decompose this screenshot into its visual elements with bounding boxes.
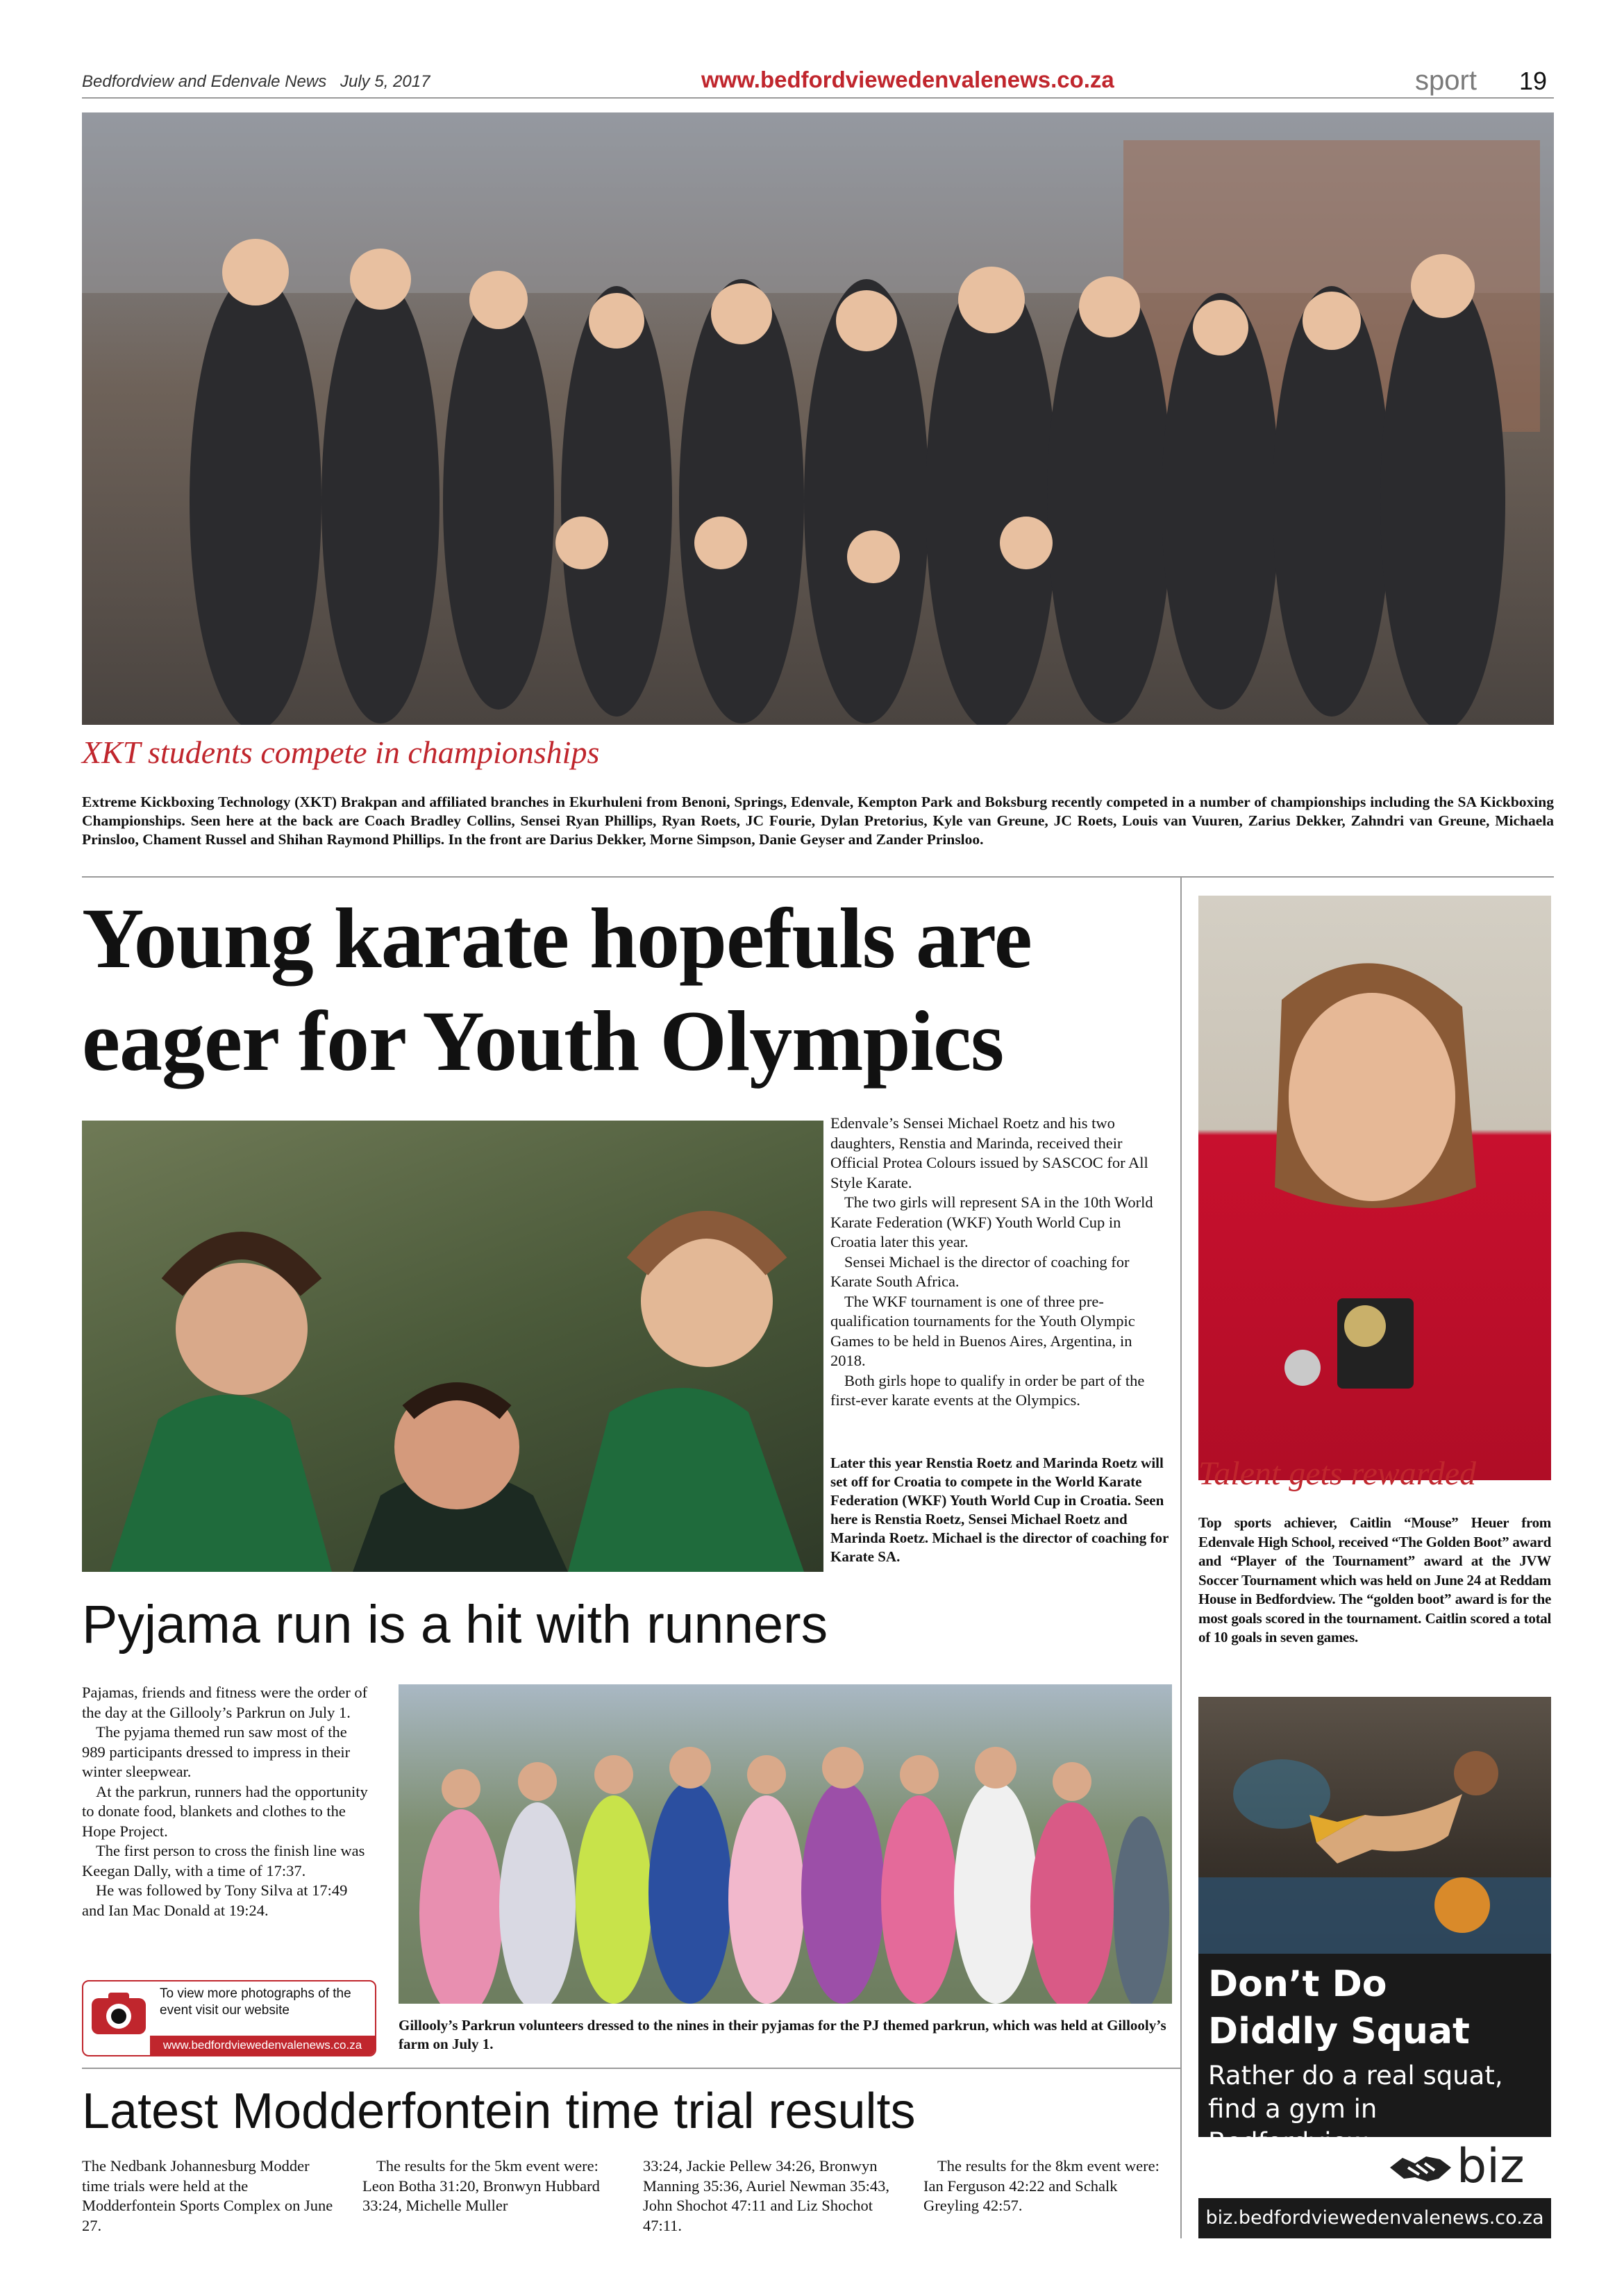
- lead-headline: XKT students compete in championships: [82, 735, 600, 770]
- modderfontein-col-3: 33:24, Jackie Pellew 34:26, Bronwyn Manning 35:36, Auriel Newman 35:43, John Shochot 47:11 and Liz Shochot 47:11.: [643, 2157, 889, 2234]
- section-rule-1: [82, 876, 1554, 878]
- website-promo-box[interactable]: [82, 1980, 376, 2056]
- talent-photo-icon: [1198, 896, 1551, 1480]
- advert-tagline-line1: Rather do a real squat,: [1208, 2061, 1503, 2090]
- talent-portrait-photo: [1198, 896, 1551, 1480]
- athlete-squat-icon: [1198, 1697, 1551, 1954]
- talent-headline: Talent gets rewarded: [1198, 1455, 1477, 1492]
- promo-url-bar[interactable]: [150, 2036, 375, 2055]
- gym-advert[interactable]: [1198, 1697, 1551, 2238]
- page-number: 19: [1519, 67, 1548, 95]
- lead-caption: Extreme Kickboxing Technology (XKT) Brakpan and affiliated branches in Ekurhuleni from Benoni, Springs, Edenvale, Kempton Park and Boksburg recently competed in a number of championships including the SA Kickboxing Championships. Seen here at the back are Coach Bradley Collins, Sensei Ryan Phillips, Ryan Roets, JC Fourie, Dylan Pretorius, Kyle van Greune, JC Roets, Louis van Vuuren, Zarius Dekker, Zahndri van Greune, Michaela Prinsloo, Chament Russel and Shihan Raymond Phillips. In the front are Darius Dekker, Morne Simpson, Danie Geyser and Zander Prinsloo.: [82, 794, 1554, 848]
- karate-family-photo: [82, 1121, 823, 1572]
- handshake-icon: [1387, 2147, 1454, 2188]
- advert-line1: Don’t Do: [1208, 1963, 1387, 2005]
- pyjama-headline: Pyjama run is a hit with runners: [82, 1595, 828, 1654]
- promo-url: www.bedfordviewedenvalenews.co.za: [162, 2038, 362, 2052]
- pyjama-group-photo: [399, 1684, 1172, 2004]
- karate-paragraph: Sensei Michael is the director of coaching for Karate South Africa.: [830, 1252, 1130, 1290]
- karate-paragraph: The WKF tournament is one of three pre-qualification tournaments for the Youth Olympic Games to be held in Buenos Aires, Argentina, in 2018.: [830, 1292, 1135, 1369]
- pyjama-body: [82, 1683, 374, 1920]
- masthead-rule: [82, 97, 1554, 99]
- modderfontein-col-4: The results for the 8km event were: Ian Ferguson 42:22 and Schalk Greyling 42:57.: [923, 2157, 1160, 2214]
- advert-brand: biz: [1457, 2139, 1525, 2194]
- pyjama-paragraph: The pyjama themed run saw most of the 989 participants dressed to impress in their winter sleepwear.: [82, 1723, 351, 1780]
- karate-headline-line1: Young karate hopefuls are: [82, 891, 1032, 986]
- section-label: sport: [1415, 65, 1477, 96]
- modderfontein-headline: Latest Modderfontein time trial results: [82, 2084, 916, 2139]
- pyjama-paragraph: Pajamas, friends and fitness were the order of the day at the Gillooly’s Parkrun on July 1.: [82, 1684, 368, 1721]
- issue-date: July 5, 2017: [340, 72, 430, 91]
- talent-caption: Top sports achiever, Caitlin “Mouse” Heuer from Edenvale High School, received “The Golden Boot” award and “Player of the Tournament” award at the JVW Soccer Tournament which was held on June 24 at Reddam House in Bedfordview. The “golden boot” award is for the most goals scored in the tournament. Caitlin scored a total of 10 goals in seven games.: [1198, 1514, 1551, 1645]
- camera-icon: [89, 1988, 149, 2037]
- pyjama-paragraph: He was followed by Tony Silva at 17:49 and Ian Mac Donald at 19:24.: [82, 1882, 348, 1919]
- group-photo-icon: [82, 112, 1554, 725]
- advert-headline: [1208, 1961, 1541, 2055]
- masthead: [82, 65, 1554, 97]
- karate-paragraph: Edenvale’s Sensei Michael Roetz and his two daughters, Renstia and Marinda, received their Official Protea Colours issued by SASCOC for All Style Karate.: [830, 1114, 1148, 1191]
- karate-headline: [82, 887, 1165, 1093]
- karate-body: [830, 1114, 1171, 1411]
- pyjama-photo-icon: [399, 1684, 1172, 2004]
- karate-headline-line2: eager for Youth Olympics: [82, 994, 1004, 1089]
- modderfontein-col-1: The Nedbank Johannesburg Modder time trials were held at the Modderfontein Sports Complex on June 27.: [82, 2157, 333, 2234]
- website-link[interactable]: www.bedfordviewedenvalenews.co.za: [701, 67, 1114, 92]
- promo-text: To view more photographs of the event visit our website: [160, 1986, 351, 2018]
- karate-photo-caption: Later this year Renstia Roetz and Marinda Roetz will set off for Croatia to compete in the World Karate Federation (WKF) Youth World Cup in Croatia. Seen here is Renstia Roetz, Sensei Michael Roetz and Marinda Roetz. Michael is the director of coaching for Karate SA.: [830, 1455, 1169, 1565]
- lead-group-photo: [82, 112, 1554, 725]
- advert-url: biz.bedfordviewedenvalenews.co.za: [1205, 2207, 1544, 2229]
- karate-paragraph: The two girls will represent SA in the 10th World Karate Federation (WKF) Youth World Cup in Croatia later this year.: [830, 1193, 1153, 1250]
- karate-paragraph: Both girls hope to qualify in order be part of the first-ever karate events at the Olympics.: [830, 1371, 1145, 1409]
- column-rule-right: [1180, 876, 1182, 2238]
- advert-brand-panel: [1198, 2137, 1551, 2238]
- advert-tagline-line2: find a gym in: [1208, 2094, 1378, 2124]
- advert-line2: Diddly Squat: [1208, 2011, 1470, 2052]
- modderfontein-col-2: The results for the 5km event were: Leon Botha 31:20, Bronwyn Hubbard 33:24, Michelle Muller: [362, 2157, 600, 2214]
- pyjama-paragraph: At the parkrun, runners had the opportunity to donate food, blankets and clothes to the Hope Project.: [82, 1782, 368, 1840]
- pyjama-photo-caption: Gillooly’s Parkrun volunteers dressed to the nines in their pyjamas for the PJ themed parkrun, which was held at Gillooly’s farm on July 1.: [399, 2017, 1166, 2052]
- publication-name: Bedfordview and Edenvale News: [82, 72, 327, 91]
- advert-photo: [1198, 1697, 1551, 1954]
- section-rule-2: [82, 2068, 1182, 2069]
- pyjama-paragraph: The first person to cross the finish line was Keegan Dally, with a time of 17:37.: [82, 1842, 365, 1879]
- karate-photo-icon: [82, 1121, 823, 1572]
- advert-url-bar[interactable]: [1198, 2198, 1551, 2238]
